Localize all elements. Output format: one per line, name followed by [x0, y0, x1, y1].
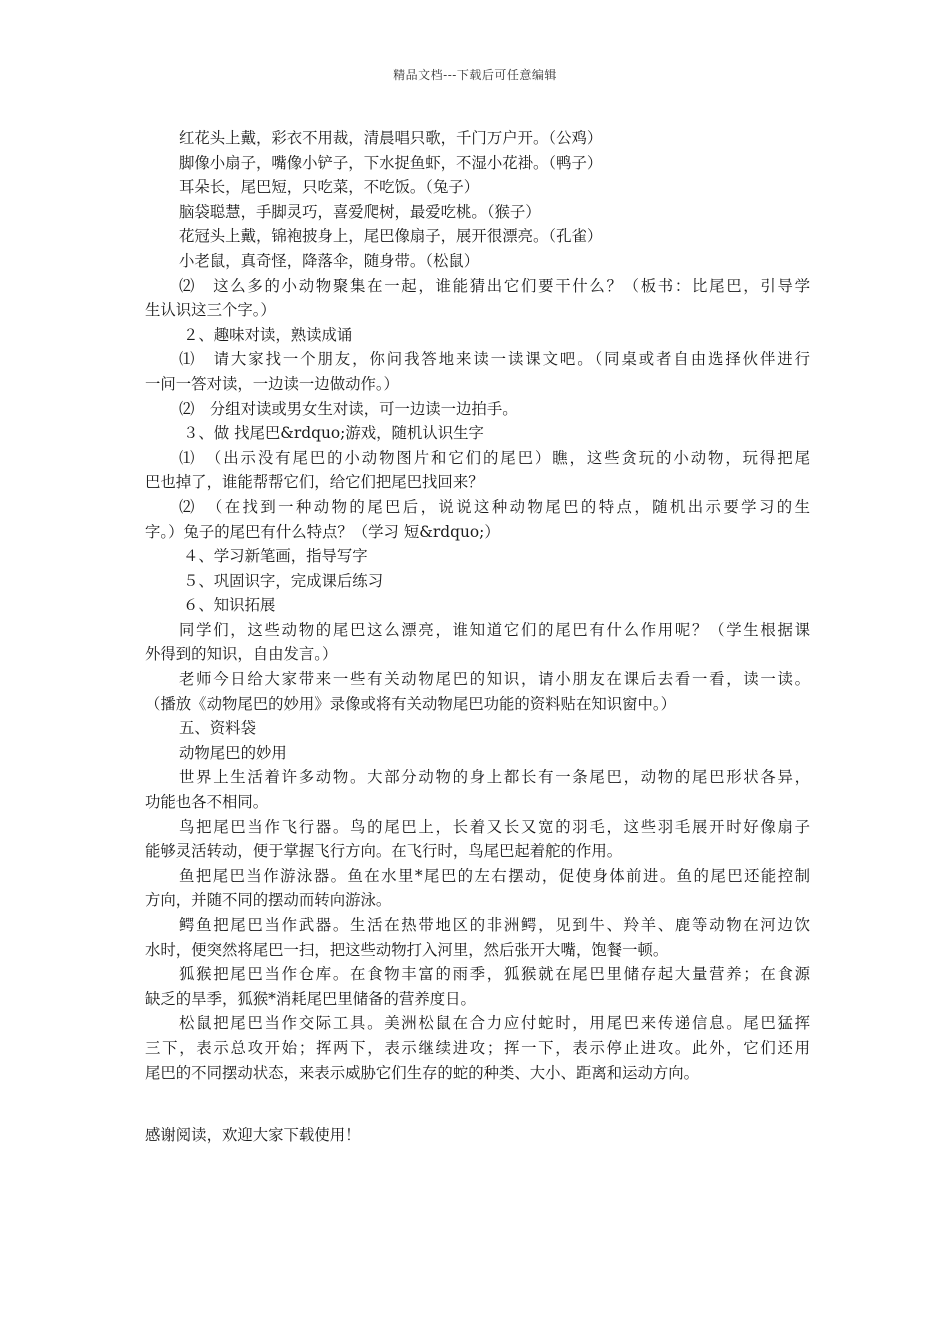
text-line: 花冠头上戴，锦袍披身上，尾巴像扇子，展开很漂亮。（孔雀）: [179, 227, 603, 246]
text-line: 巴也掉了，谁能帮帮它们，给它们把尾巴找回来？: [145, 473, 484, 492]
text-line: 世界上生活着许多动物。大部分动物的身上都长有一条尾巴，动物的尾巴形状各异，: [179, 768, 810, 787]
text-line: 水时，便突然将尾巴一扫，把这些动物打入河里，然后张开大嘴，饱餐一顿。: [145, 940, 669, 959]
text-line: 同学们，这些动物的尾巴这么漂亮，谁知道它们的尾巴有什么作用呢？（学生根据课: [179, 620, 810, 639]
text-line: ３、做 找尾巴&rdquo;游戏，随机认识生字: [183, 424, 484, 443]
text-line: 脚像小扇子，嘴像小铲子，下水捉鱼虾，不湿小花褂。（鸭子）: [179, 153, 603, 172]
text-line: （播放《动物尾巴的妙用》录像或将有关动物尾巴功能的资料贴在知识窗中。）: [145, 694, 676, 713]
text-line: 鸟把尾巴当作飞行器。鸟的尾巴上，长着又长又宽的羽毛，这些羽毛展开时好像扇子: [179, 817, 810, 836]
text-line: ⑵ （在找到一种动物的尾巴后，说说这种动物尾巴的特点，随机出示要学习的生: [179, 497, 810, 516]
text-line: ５、巩固识字，完成课后练习: [183, 571, 384, 590]
text-line: ⑴ （出示没有尾巴的小动物图片和它们的尾巴）瞧，这些贪玩的小动物，玩得把尾: [179, 448, 810, 467]
text-line: 狐猴把尾巴当作仓库。在食物丰富的雨季，狐猴就在尾巴里储存起大量营养；在食源: [179, 965, 810, 984]
text-line: 动物尾巴的妙用: [179, 743, 287, 762]
text-line: 红花头上戴，彩衣不用裁，清晨唱只歌，千门万户开。（公鸡）: [179, 129, 603, 147]
text-line: 一问一答对读，一边读一边做动作。）: [145, 374, 399, 393]
text-line: 字。）兔子的尾巴有什么特点？（学习 短&rdquo;）: [145, 522, 500, 541]
text-line: 鳄鱼把尾巴当作武器。生活在热带地区的非洲鳄，见到牛、羚羊、鹿等动物在河边饮: [179, 916, 810, 934]
text-line: 生认识这三个字。）: [145, 301, 276, 320]
text-line: 尾巴的不同摆动状态，来表示威胁它们生存的蛇的种类、大小、距离和运动方向。: [145, 1063, 700, 1082]
text-line: 功能也各不相同。: [145, 793, 269, 812]
page-header: 精品文档---下载后可任意编辑: [393, 68, 557, 82]
text-line: 三下，表示总攻开始；挥两下，表示继续进攻；挥一下，表示停止进攻。此外，它们还用: [145, 1038, 810, 1057]
text-line: ６、知识拓展: [183, 596, 276, 615]
text-line: 缺乏的旱季，狐猴*消耗尾巴里储备的营养度日。: [145, 989, 476, 1008]
document-body: [145, 126, 810, 1085]
closing-note: 感谢阅读，欢迎大家下载使用！: [145, 1126, 361, 1144]
text-line: 耳朵长，尾巴短，只吃菜，不吃饭。（兔子）: [179, 178, 480, 197]
text-line: 脑袋聪慧，手脚灵巧，喜爱爬树，最爱吃桃。（猴子）: [179, 202, 541, 221]
text-line: ⑵ 这么多的小动物聚集在一起，谁能猜出它们要干什么？（板书：比尾巴，引导学: [179, 276, 810, 295]
text-line: ４、学习新笔画，指导写字: [183, 547, 368, 566]
text-line: ２、趣味对读，熟读成诵: [183, 325, 353, 344]
text-line: 老师今日给大家带来一些有关动物尾巴的知识，请小朋友在课后去看一看，读一读。: [179, 670, 810, 689]
text-line: 五、资料袋: [179, 719, 256, 738]
text-line: 小老鼠，真奇怪，降落伞，随身带。（松鼠）: [179, 251, 480, 270]
text-line: 外得到的知识，自由发言。）: [145, 645, 338, 664]
text-line: ⑴ 请大家找一个朋友，你问我答地来读一读课文吧。（同桌或者自由选择伙伴进行: [179, 350, 810, 369]
text-line: 松鼠把尾巴当作交际工具。美洲松鼠在合力应付蛇时，用尾巴来传递信息。尾巴猛挥: [179, 1014, 810, 1033]
text-line: 鱼把尾巴当作游泳器。鱼在水里*尾巴的左右摆动，促使身体前进。鱼的尾巴还能控制: [179, 866, 810, 885]
text-line: ⑵ 分组对读或男女生对读，可一边读一边拍手。: [179, 399, 518, 418]
text-line: 方向，并随不同的摆动而转向游泳。: [145, 891, 392, 910]
text-line: 能够灵活转动，便于掌握飞行方向。在飞行时，鸟尾巴起着舵的作用。: [145, 842, 623, 861]
